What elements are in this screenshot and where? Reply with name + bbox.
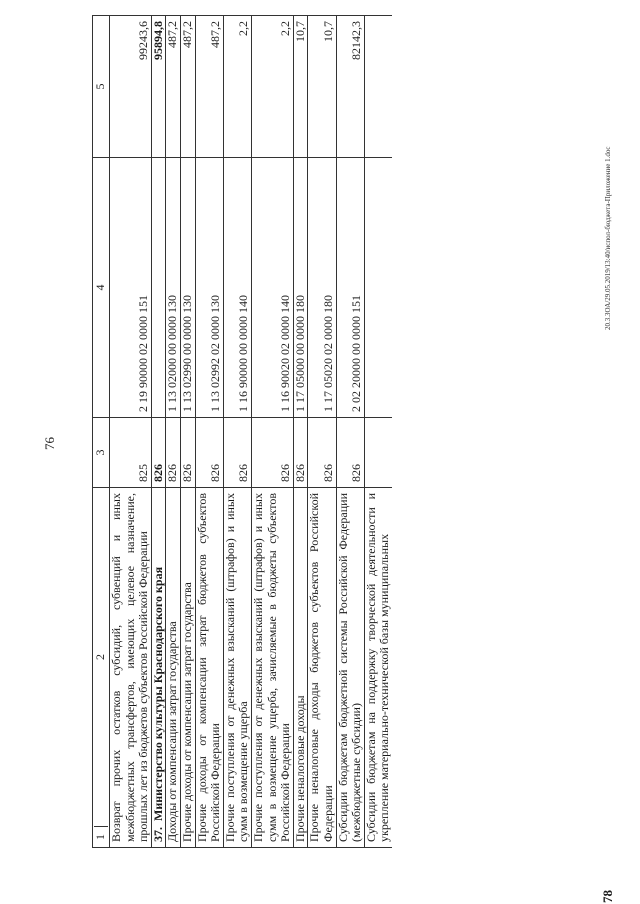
- row-budget-code: 1 17 05020 02 0000 180: [308, 158, 336, 418]
- header-3: 3: [93, 418, 110, 488]
- rotated-table-container: [92, 16, 612, 848]
- row-budget-code: [151, 158, 166, 418]
- row-value: 487,2: [166, 16, 181, 158]
- row-budget-code: 1 13 02000 00 0000 130: [166, 158, 181, 418]
- table-row: [364, 16, 392, 848]
- row-admin-code: [364, 418, 392, 488]
- row-budget-code: 1 16 90000 00 0000 140: [223, 158, 251, 418]
- budget-table: [92, 15, 392, 848]
- row-value: 10,7: [308, 16, 336, 158]
- row-name-text: Министерство культуры Краснодарского края: [150, 566, 165, 821]
- row-value: 82142,3: [336, 16, 364, 158]
- table-row: [336, 16, 364, 848]
- row-budget-code: 1 13 02992 02 0000 130: [195, 158, 223, 418]
- row-value: 95894,8: [151, 16, 166, 158]
- row-value: 487,2: [180, 16, 195, 158]
- row-admin-code: 826: [180, 418, 195, 488]
- row-name: Прочие поступления от денежных взысканий (штрафов) и иных сумм в возмещение ущерба: [223, 488, 251, 848]
- header-4: 4: [93, 158, 110, 418]
- table-row: [195, 16, 223, 848]
- row-budget-code: 1 16 90020 02 0000 140: [251, 158, 293, 418]
- row-admin-code: 826: [223, 418, 251, 488]
- row-budget-code: 1 17 05000 00 0000 180: [293, 158, 308, 418]
- table-row: [166, 16, 181, 848]
- table-row: [151, 16, 166, 848]
- document-path: 20.3.ЗОА/29.05.2019/13:40/испол-бюджета-Приложение 1.doc: [604, 146, 612, 330]
- row-value: 487,2: [195, 16, 223, 158]
- row-admin-code: 826: [251, 418, 293, 488]
- header-row: [93, 16, 110, 848]
- row-admin-code: 826: [166, 418, 181, 488]
- row-value: 2,2: [223, 16, 251, 158]
- row-budget-code: 1 13 02990 00 0000 130: [180, 158, 195, 418]
- row-admin-code: 826: [336, 418, 364, 488]
- header-1: 1: [94, 826, 108, 847]
- table-row: [293, 16, 308, 848]
- row-admin-code: 826: [195, 418, 223, 488]
- table-row: [110, 16, 152, 848]
- row-name: [151, 488, 166, 848]
- side-page-number: 78: [600, 890, 615, 903]
- row-name: Доходы от компенсации затрат государства: [166, 488, 181, 848]
- row-name: Прочие неналоговые доходы: [293, 488, 308, 848]
- row-name: Прочие доходы от компенсации затрат бюджетов субъектов Российской Федерации: [195, 488, 223, 848]
- row-admin-code: 826: [151, 418, 166, 488]
- header-5: 5: [93, 16, 110, 158]
- table-row: [251, 16, 293, 848]
- row-budget-code: 2 19 90000 02 0000 151: [110, 158, 152, 418]
- page-number: 76: [42, 437, 57, 450]
- header-col-1-2: [93, 488, 110, 848]
- row-name: Возврат прочих остатков субсидий, субвенций и иных межбюджетных трансфертов, имеющих целевое назначение, прошлых лет из бюджетов субъектов Российской Федерации: [110, 488, 152, 848]
- row-budget-code: [364, 158, 392, 418]
- row-name: Субсидии бюджетам на поддержку творческой деятельности и укрепление материально-технической базы муниципальных: [364, 488, 392, 848]
- row-value: [364, 16, 392, 158]
- row-name: Прочие доходы от компенсации затрат государства: [180, 488, 195, 848]
- table-row: [308, 16, 336, 848]
- row-name: Прочие поступления от денежных взысканий (штрафов) и иных сумм в возмещение ущерба, зачисляемые в бюджеты субъектов Российской Федерации: [251, 488, 293, 848]
- row-value: 10,7: [293, 16, 308, 158]
- header-2: 2: [93, 654, 108, 660]
- table-row: [223, 16, 251, 848]
- row-budget-code: 2 02 20000 00 0000 151: [336, 158, 364, 418]
- row-value: 2,2: [251, 16, 293, 158]
- row-value: 99243,6: [110, 16, 152, 158]
- row-admin-code: 826: [293, 418, 308, 488]
- row-name: Прочие неналоговые доходы бюджетов субъектов Российской Федерации: [308, 488, 336, 848]
- row-admin-code: 825: [110, 418, 152, 488]
- table-row: [180, 16, 195, 848]
- row-admin-code: 826: [308, 418, 336, 488]
- row-number: 37.: [150, 827, 165, 842]
- row-name: Субсидии бюджетам бюджетной системы Российской Федерации (межбюджетные субсидии): [336, 488, 364, 848]
- table-body: [110, 16, 392, 848]
